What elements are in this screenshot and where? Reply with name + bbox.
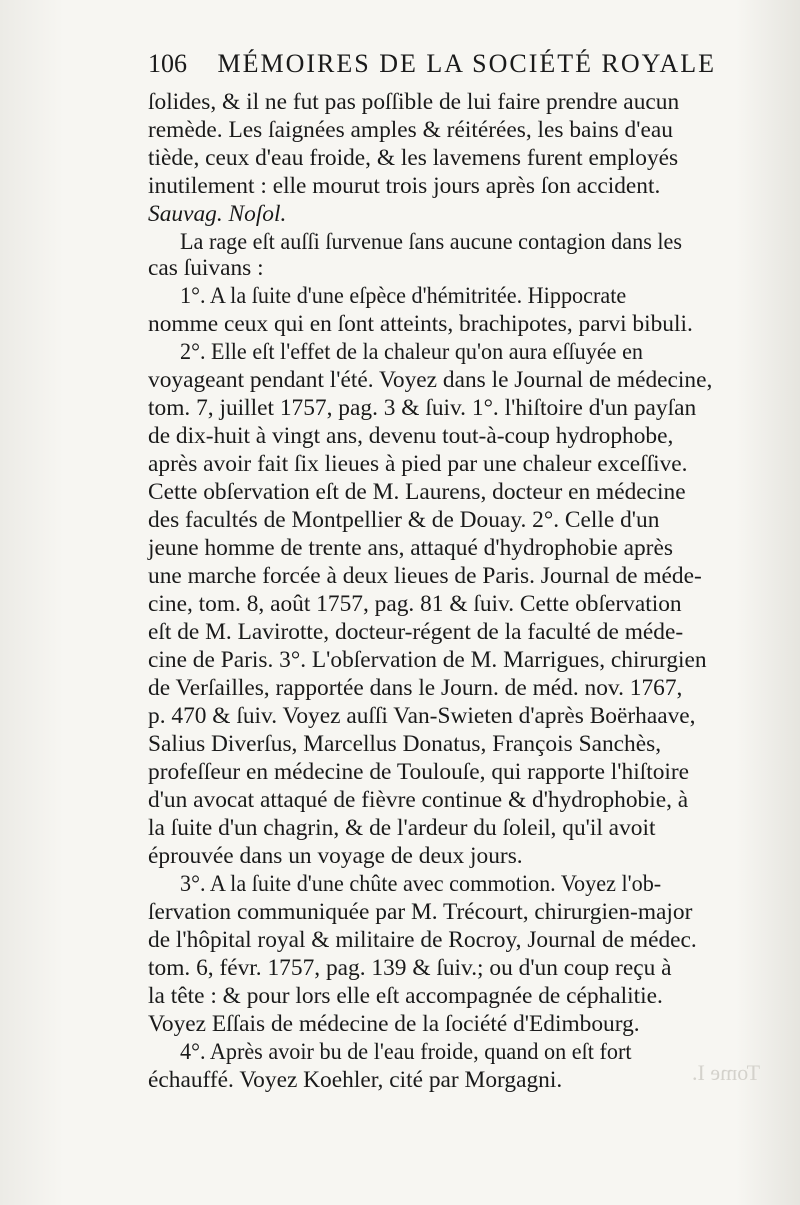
text-line: la tête : & pour lors elle eſt accompagnée de céphalitie.: [148, 983, 663, 1009]
text-line: remède. Les ſaignées amples & réitérées, les bains d'eau: [148, 117, 673, 143]
text-line: voyageant pendant l'été. Voyez dans le Journal de médecine,: [148, 367, 713, 393]
text-line: Sauvag. Noſol.: [148, 201, 287, 227]
text-line: La rage eſt auſſi ſurvenue ſans aucune contagion dans les: [180, 229, 683, 255]
text-line: p. 470 & ſuiv. Voyez auſſi Van-Swieten d'après Boërhaave,: [148, 703, 696, 729]
text-line: inutilement : elle mourut trois jours après ſon accident.: [148, 173, 661, 199]
text-line: tiède, ceux d'eau froide, & les lavemens furent employés: [148, 145, 679, 171]
text-line: éprouvée dans un voyage de deux jours.: [148, 843, 523, 869]
page-number: 106: [148, 49, 187, 78]
text-line: cas ſuivans :: [148, 255, 264, 281]
running-header: [148, 44, 748, 84]
text-line: Salius Diverſus, Marcellus Donatus, François Sanchès,: [148, 731, 662, 757]
text-line: tom. 6, févr. 1757, pag. 139 & ſuiv.; ou d'un coup reçu à: [148, 955, 672, 981]
text-line: échauffé. Voyez Koehler, cité par Morgagni.: [148, 1067, 563, 1093]
bleed-through-text: Tome I.: [691, 1060, 760, 1085]
text-line: tom. 7, juillet 1757, pag. 3 & ſuiv. 1°. l'hiſtoire d'un payſan: [148, 395, 697, 421]
text-line: 2°. Elle eſt l'effet de la chaleur qu'on aura eſſuyée en: [180, 339, 644, 365]
running-title: MÉMOIRES DE LA SOCIÉTÉ ROYALE: [217, 49, 717, 78]
text-line: cine, tom. 8, août 1757, pag. 81 & ſuiv. Cette obſervation: [148, 591, 682, 617]
text-line: d'un avocat attaqué de fièvre continue & d'hydrophobie, à: [148, 787, 689, 813]
text-line: 1°. A la ſuite d'une eſpèce d'hémitritée. Hippocrate: [180, 283, 627, 309]
text-line: ſervation communiquée par M. Trécourt, chirurgien-major: [148, 899, 693, 925]
text-line: nomme ceux qui en ſont atteints, brachipotes, parvi bibuli.: [148, 311, 693, 337]
text-line: 3°. A la ſuite d'une chûte avec commotion. Voyez l'ob-: [180, 871, 662, 897]
text-line: après avoir fait ſix lieues à pied par une chaleur exceſſive.: [148, 451, 688, 477]
text-line: jeune homme de trente ans, attaqué d'hydrophobie après: [148, 535, 673, 561]
text-line: la ſuite d'un chagrin, & de l'ardeur du ſoleil, qu'il avoit: [148, 815, 656, 841]
text-line: des facultés de Montpellier & de Douay. 2°. Celle d'un: [148, 507, 660, 533]
text-line: de dix-huit à vingt ans, devenu tout-à-coup hydrophobe,: [148, 423, 674, 449]
text-line: cine de Paris. 3°. L'obſervation de M. Marrigues, chirurgien: [148, 647, 707, 673]
text-line: eſt de M. Lavirotte, docteur-régent de la faculté de méde-: [148, 619, 684, 645]
text-line: profeſſeur en médecine de Toulouſe, qui rapporte l'hiſtoire: [148, 759, 690, 785]
text-line: ſolides, & il ne fut pas poſſible de lui faire prendre aucun: [148, 89, 680, 115]
text-line: Voyez Eſſais de médecine de la ſociété d'Edimbourg.: [148, 1011, 640, 1037]
text-line: de Verſailles, rapportée dans le Journ. de méd. nov. 1767,: [148, 675, 683, 701]
text-line: de l'hôpital royal & militaire de Rocroy, Journal de médec.: [148, 927, 697, 953]
text-line: Cette obſervation eſt de M. Laurens, docteur en médecine: [148, 479, 686, 505]
text-line: 4°. Après avoir bu de l'eau froide, quand on eſt fort: [180, 1039, 632, 1065]
text-line: une marche forcée à deux lieues de Paris. Journal de méde-: [148, 563, 702, 589]
